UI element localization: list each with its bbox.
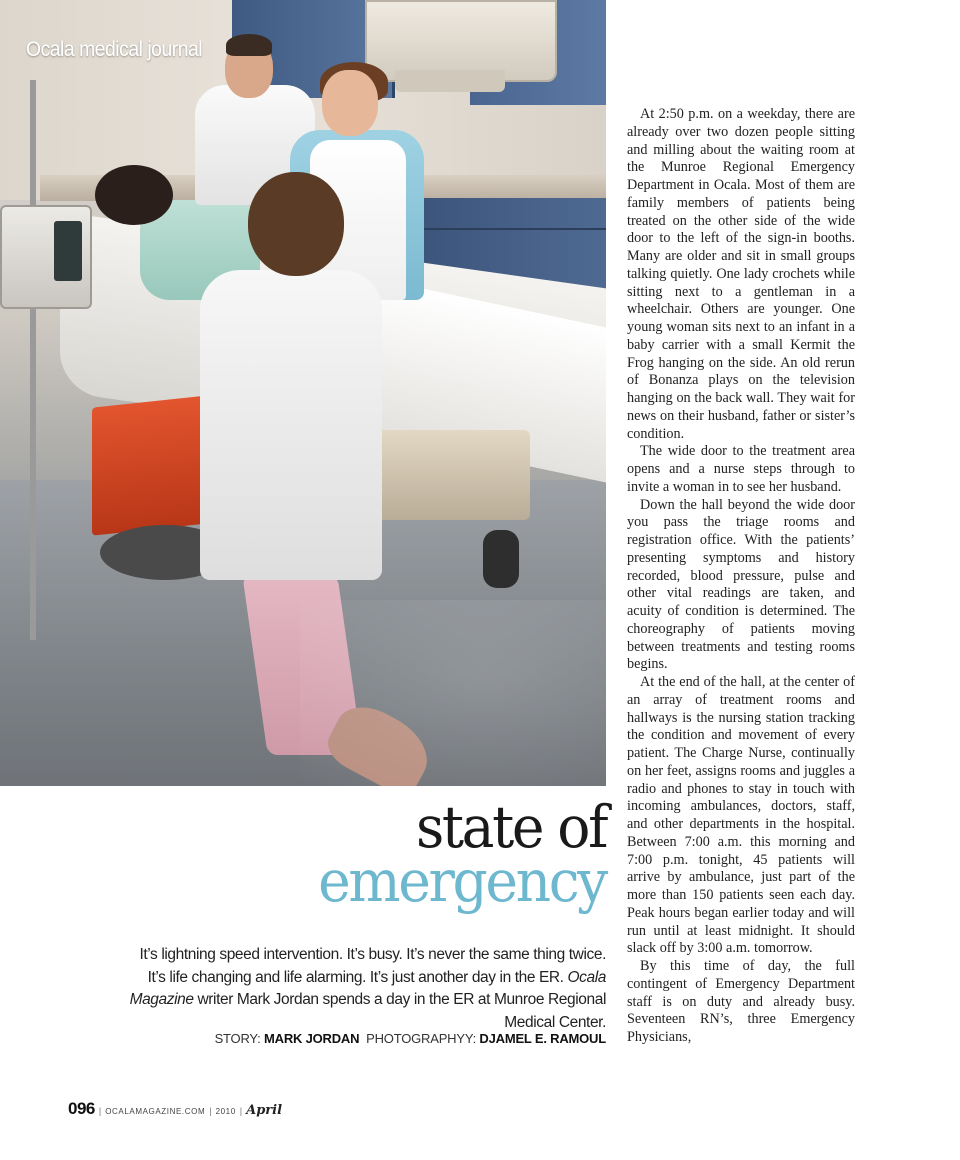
story-label: STORY: — [214, 1031, 261, 1046]
photo-pump-screen — [54, 221, 82, 281]
photo-label: PHOTOGRAPHYY: — [366, 1031, 476, 1046]
photo-light — [300, 600, 606, 786]
deck-text-1: It’s lightning speed intervention. It’s busy. It’s never the same thing twice. It’s life changing and life alarming. It’s just another day in the ER. — [139, 946, 606, 986]
article-deck — [120, 944, 606, 1034]
footer-year: 2010 — [215, 1107, 236, 1116]
photo-iv-pole — [30, 80, 36, 640]
body-paragraph: Down the hall beyond the wide door you pass the triage rooms and registration office. With the patients’ presenting symptoms and history recorded, blood pressure, pulse and other vital readings are taken, and acuity of condition is determined. The choreography of patients moving between treatments and testing rooms begins. — [627, 496, 855, 673]
page-number: 096 — [68, 1099, 95, 1118]
body-paragraph: At the end of the hall, at the center of an array of treatment rooms and hallways is the nursing station tracking the condition and movement of every patient. The Charge Nurse, continually on her feet, assigns rooms and juggles a radio and phones to stay in touch with incoming ambulances, doctors, staff, and other departments in the hospital. Between 7:00 a.m. this morning and 7:00 p.m. tonight, 45 patients will arrive by ambulance, just part of the more than 150 patients seen each day. Peak hours began earlier today and will run until at least midnight. It should slack off by 3:00 a.m. tomorrow. — [627, 674, 855, 957]
article-body — [627, 106, 855, 1047]
photo-infusion-pump — [0, 205, 92, 309]
photo-nurse-front-coat — [200, 270, 382, 580]
photo-bed-wheel — [483, 530, 519, 588]
photo-exam-light-base — [395, 70, 505, 92]
photo-nurse-front-head — [248, 172, 344, 276]
article-credits — [215, 1031, 606, 1046]
headline-line-2: emergency — [318, 847, 606, 915]
body-paragraph: At 2:50 p.m. on a weekday, there are already over two dozen people sitting and milling about the waiting room at the Munroe Regional Emergency Department in Ocala. Most of them are family members of patients being treated on the other side of the wide door to the left of the sign-in booths. Many are older and sit in small groups talking quietly. One lady crochets while sitting next to a gentleman in a wheelchair. Others are younger. One young woman sits next to an infant in a baby carrier with a small Kermit the Frog hanging on the side. An old rerun of Bonanza plays on the television hanging on the back wall. They wait for news on their husband, father or sister’s condition. — [627, 106, 855, 442]
body-paragraph: The wide door to the treatment area opens and a nurse steps through to invite a woman in to see her husband. — [627, 443, 855, 495]
page-footer — [68, 1099, 282, 1119]
footer-month: April — [246, 1103, 283, 1118]
deck-publication: Ocala Magazine — [129, 968, 606, 1008]
section-label: Ocala medical journal — [26, 38, 203, 61]
photo-nurse-head — [322, 70, 378, 136]
photographer: DJAMEL E. RAMOUL — [479, 1031, 606, 1046]
footer-website: OCALAMAGAZINE.COM — [105, 1107, 206, 1116]
deck-text-2: writer Mark Jordan spends a day in the ER at Munroe Regional Medical Center. — [193, 991, 606, 1031]
story-author: MARK JORDAN — [264, 1031, 360, 1046]
er-photo — [0, 0, 606, 786]
footer-separator: | — [239, 1106, 243, 1116]
photo-patient-head — [95, 165, 173, 225]
footer-separator: | — [209, 1106, 212, 1116]
footer-separator: | — [98, 1106, 102, 1116]
photo-nurse-male-hair — [226, 34, 272, 56]
headline-line-1: state of — [415, 793, 606, 861]
body-paragraph: By this time of day, the full contingent of Emergency Department staff is on duty and already busy. Seventeen RN’s, three Emergency Physicians, — [627, 958, 855, 1045]
